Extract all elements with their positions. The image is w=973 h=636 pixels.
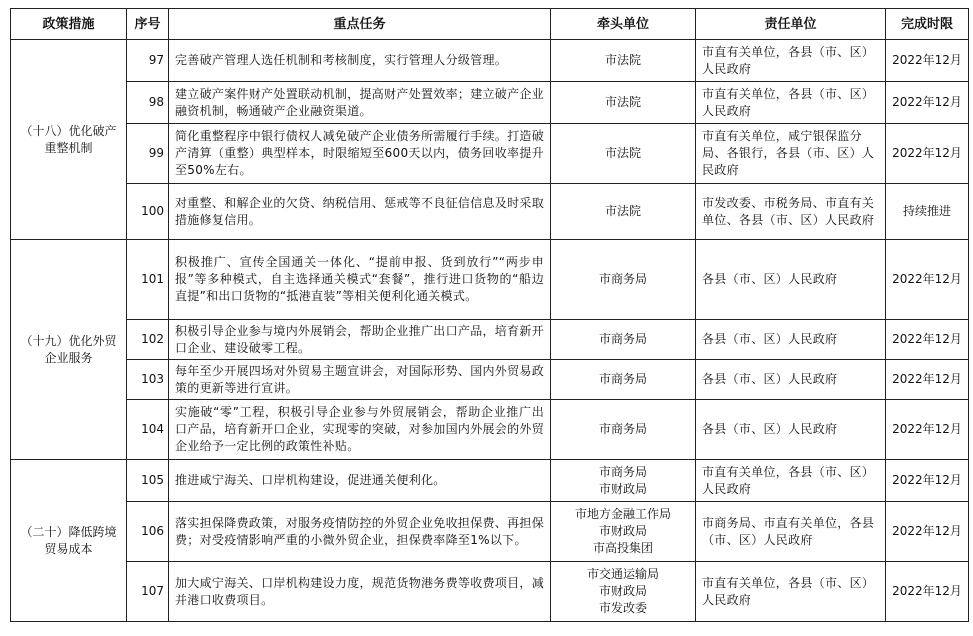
lead-unit-line: 市高投集团 xyxy=(592,541,653,555)
row-number: 97 xyxy=(127,40,169,82)
lead-unit-cell xyxy=(551,460,696,502)
deadline-cell: 2022年12月 xyxy=(886,82,969,124)
table-row xyxy=(11,562,969,622)
row-number: 107 xyxy=(127,562,169,622)
table-row xyxy=(11,400,969,460)
row-number: 104 xyxy=(127,400,169,460)
lead-unit-line: 市财政局 xyxy=(598,524,647,538)
task-cell: 对重整、和解企业的欠贷、纳税信用、惩戒等不良征信信息及时采取措施修复信用。 xyxy=(169,184,551,240)
task-cell: 完善破产管理人选任机制和考核制度，实行管理人分级管理。 xyxy=(169,40,551,82)
deadline-cell: 2022年12月 xyxy=(886,124,969,184)
lead-unit-cell xyxy=(551,502,696,562)
deadline-cell: 2022年12月 xyxy=(886,400,969,460)
header-measure: 政策措施 xyxy=(11,9,127,40)
responsible-unit-cell: 市直有关单位，各县（市、区）人民政府 xyxy=(696,460,886,502)
header-task: 重点任务 xyxy=(169,9,551,40)
row-number: 105 xyxy=(127,460,169,502)
header-responsible-unit: 责任单位 xyxy=(696,9,886,40)
deadline-cell: 2022年12月 xyxy=(886,502,969,562)
table-row xyxy=(11,184,969,240)
lead-unit-cell: 市法院 xyxy=(551,124,696,184)
deadline-cell: 2022年12月 xyxy=(886,360,969,400)
table-row xyxy=(11,360,969,400)
table-row xyxy=(11,82,969,124)
lead-unit-line: 市财政局 xyxy=(598,584,647,598)
lead-unit-line: 市发改委 xyxy=(598,601,647,615)
row-number: 99 xyxy=(127,124,169,184)
lead-unit-cell: 市法院 xyxy=(551,40,696,82)
row-number: 100 xyxy=(127,184,169,240)
responsible-unit-cell: 市直有关单位，各县（市、区）人民政府 xyxy=(696,82,886,124)
measure-cell: （十九）优化外贸企业服务 xyxy=(11,240,127,460)
lead-unit-cell: 市法院 xyxy=(551,82,696,124)
lead-unit-cell: 市商务局 xyxy=(551,240,696,320)
lead-unit-line: 市交通运输局 xyxy=(586,567,659,581)
deadline-cell: 2022年12月 xyxy=(886,460,969,502)
lead-unit-cell: 市法院 xyxy=(551,184,696,240)
task-cell: 积极推广、宣传全国通关一体化、“提前申报、货到放行”“两步申报”等多种模式，自主选择通关模式“套餐”，推行进口货物的“船边直提”和出口货物的“抵港直装”等相关便利化通关模式。 xyxy=(169,240,551,320)
task-cell: 建立破产案件财产处置联动机制，提高财产处置效率；建立破产企业融资机制，畅通破产企业融资渠道。 xyxy=(169,82,551,124)
task-cell: 实施破“零”工程，积极引导企业参与外贸展销会，帮助企业推广出口产品，培育新开口企业，实现零的突破，对参加国内外展会的外贸企业给予一定比例的政策性补贴。 xyxy=(169,400,551,460)
table-row xyxy=(11,40,969,82)
header-row xyxy=(11,9,969,40)
responsible-unit-cell: 市直有关单位，咸宁银保监分局、各银行，各县（市、区）人民政府 xyxy=(696,124,886,184)
header-deadline: 完成时限 xyxy=(886,9,969,40)
row-number: 102 xyxy=(127,320,169,360)
measure-cell: （十八）优化破产重整机制 xyxy=(11,40,127,240)
task-cell: 加大咸宁海关、口岸机构建设力度，规范货物港务费等收费项目，减并港口收费项目。 xyxy=(169,562,551,622)
responsible-unit-cell: 市商务局、市直有关单位，各县（市、区）人民政府 xyxy=(696,502,886,562)
responsible-unit-cell: 各县（市、区）人民政府 xyxy=(696,320,886,360)
task-cell: 每年至少开展四场对外贸易主题宣讲会，对国际形势、国内外贸易政策的更新等进行宣讲。 xyxy=(169,360,551,400)
header-number: 序号 xyxy=(127,9,169,40)
lead-unit-line: 市商务局 xyxy=(598,464,647,479)
lead-unit-line: 市地方金融工作局 xyxy=(574,507,671,521)
task-cell: 简化重整程序中银行债权人减免破产企业债务所需履行手续。打造破产清算（重整）典型样本，时限缩短至600天以内，债务回收率提升至50%左右。 xyxy=(169,124,551,184)
task-cell: 推进咸宁海关、口岸机构建设，促进通关便利化。 xyxy=(169,460,551,502)
measure-cell: （二十）降低跨境贸易成本 xyxy=(11,460,127,622)
task-cell: 落实担保降费政策，对服务疫情防控的外贸企业免收担保费、再担保费；对受疫情影响严重的小微外贸企业，担保费率降至1%以下。 xyxy=(169,502,551,562)
row-number: 106 xyxy=(127,502,169,562)
responsible-unit-cell: 市直有关单位，各县（市、区）人民政府 xyxy=(696,40,886,82)
table-row xyxy=(11,124,969,184)
responsible-unit-cell: 市直有关单位，各县（市、区）人民政府 xyxy=(696,562,886,622)
header-lead-unit: 牵头单位 xyxy=(551,9,696,40)
deadline-cell: 2022年12月 xyxy=(886,562,969,622)
deadline-cell: 2022年12月 xyxy=(886,40,969,82)
lead-unit-line: 市财政局 xyxy=(598,481,647,496)
table-row xyxy=(11,240,969,320)
responsible-unit-cell: 市发改委、市税务局、市直有关单位、各县（市、区）人民政府 xyxy=(696,184,886,240)
lead-unit-cell: 市商务局 xyxy=(551,320,696,360)
table-row xyxy=(11,320,969,360)
deadline-cell: 持续推进 xyxy=(886,184,969,240)
policy-table xyxy=(10,8,969,622)
row-number: 98 xyxy=(127,82,169,124)
task-cell: 积极引导企业参与境内外展销会，帮助企业推广出口产品，培育新开口企业、建设破零工程。 xyxy=(169,320,551,360)
lead-unit-cell: 市商务局 xyxy=(551,360,696,400)
table-row xyxy=(11,502,969,562)
deadline-cell: 2022年12月 xyxy=(886,320,969,360)
responsible-unit-cell: 各县（市、区）人民政府 xyxy=(696,400,886,460)
responsible-unit-cell: 各县（市、区）人民政府 xyxy=(696,360,886,400)
lead-unit-cell xyxy=(551,562,696,622)
responsible-unit-cell: 各县（市、区）人民政府 xyxy=(696,240,886,320)
lead-unit-cell: 市商务局 xyxy=(551,400,696,460)
row-number: 101 xyxy=(127,240,169,320)
table-row xyxy=(11,460,969,502)
row-number: 103 xyxy=(127,360,169,400)
deadline-cell: 2022年12月 xyxy=(886,240,969,320)
